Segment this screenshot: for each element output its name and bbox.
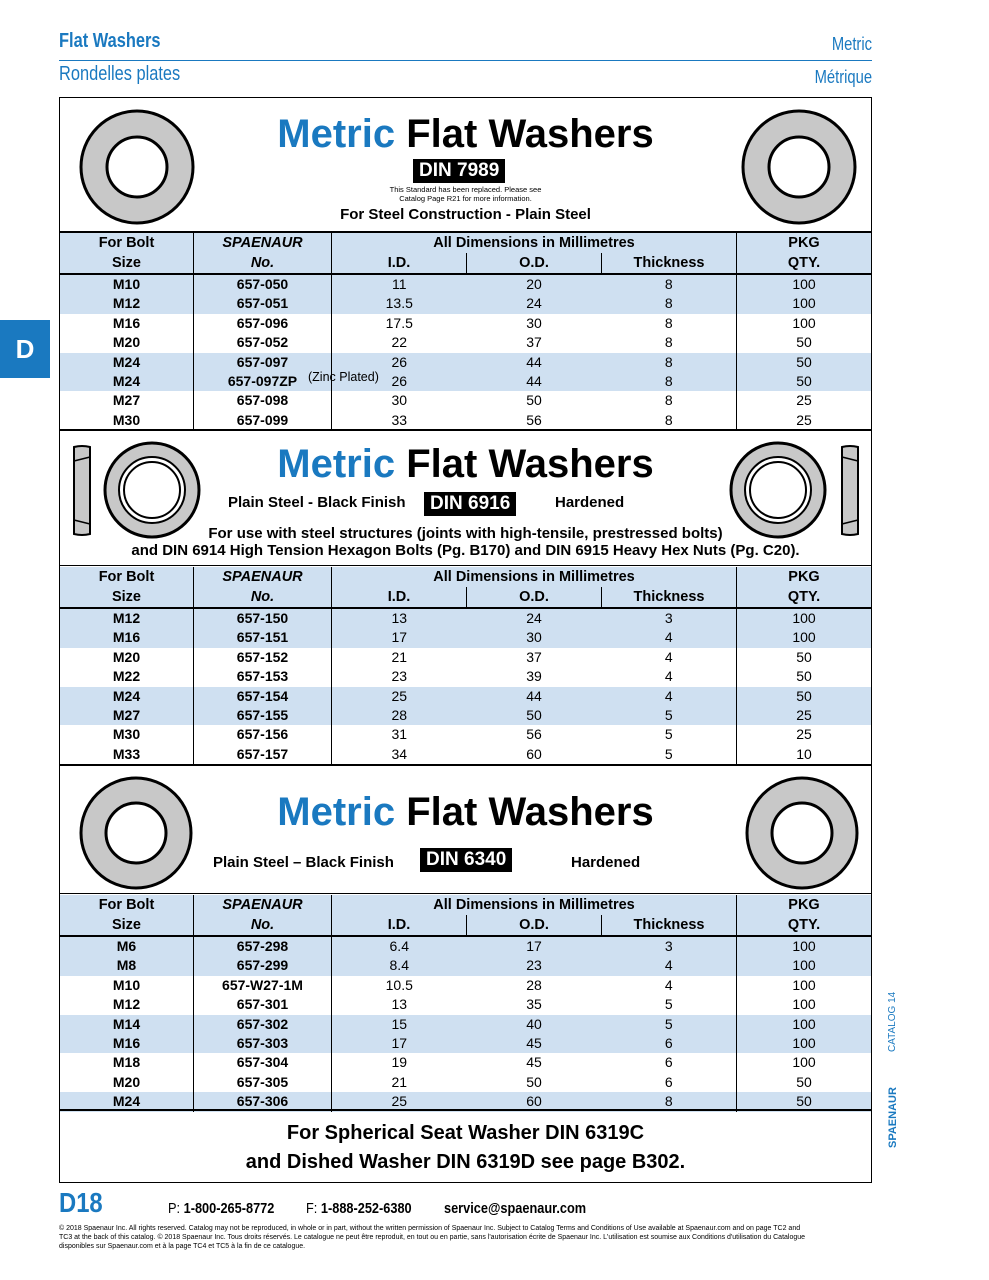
table-cell: 3 — [664, 938, 673, 954]
table-cell: 50 — [737, 687, 872, 706]
table-cell: 23 — [332, 667, 467, 686]
table-cell: M18 — [112, 1054, 141, 1071]
table-cell: 6.4 — [332, 936, 467, 956]
table-cell: 5 — [664, 1015, 673, 1032]
table-cell: 60 — [526, 1093, 542, 1110]
table-cell: 17 — [332, 628, 467, 647]
title-rest: Flat Washers — [406, 790, 654, 834]
table-cell: 50 — [737, 667, 872, 686]
table-row — [60, 411, 871, 430]
table-cell: 50 — [526, 392, 542, 409]
table-row — [60, 648, 871, 667]
col-header: Thickness — [602, 253, 737, 274]
zinc-plated-note: (Zinc Plated) — [308, 370, 379, 384]
table-cell: 8 — [664, 276, 673, 292]
table-cell: 657-157 — [194, 745, 332, 764]
spherical-washer-note — [60, 1119, 871, 1177]
replacement-note — [60, 185, 871, 203]
use-note: For use with steel structures (joints with high-tensile, prestressed bolts) — [208, 525, 723, 542]
section-tab: D — [0, 320, 50, 378]
table-row — [60, 956, 871, 975]
table-cell: 56 — [526, 726, 542, 743]
col-header: QTY. — [737, 915, 872, 936]
table-cell: 657-299 — [194, 956, 332, 975]
din-badge: DIN 7989 — [413, 159, 505, 183]
table-cell: 6 — [664, 1035, 673, 1052]
page-header-fr — [59, 63, 872, 86]
table-cell: 100 — [737, 936, 872, 956]
table-cell: M24 — [112, 687, 141, 704]
title-rest: Flat Washers — [406, 112, 654, 156]
table-cell: 100 — [737, 995, 872, 1014]
table-row — [60, 314, 871, 333]
table-cell: 26 — [332, 372, 467, 391]
col-header: For Bolt — [98, 897, 155, 913]
table-row — [60, 1073, 871, 1092]
table-cell: 26 — [332, 353, 467, 372]
note-line: and Dished Washer DIN 6319D see page B302. — [245, 1151, 686, 1173]
table-cell: 33 — [332, 411, 467, 430]
table-row — [60, 687, 871, 706]
col-header: I.D. — [332, 915, 467, 936]
table-cell: 657-152 — [194, 648, 332, 667]
table-cell: 25 — [332, 1092, 467, 1111]
title-rest: Flat Washers — [406, 442, 654, 486]
col-header: Size — [111, 589, 141, 605]
table-row — [60, 391, 871, 410]
phone — [168, 1200, 274, 1217]
table-cell: 45 — [526, 1054, 542, 1071]
table-cell: 657-154 — [194, 687, 332, 706]
email-link[interactable]: service@spaenaur.com — [444, 1200, 587, 1217]
table-cell: 8 — [664, 353, 673, 370]
divider — [60, 1109, 871, 1111]
table-cell: 3 — [664, 610, 673, 626]
divider — [60, 764, 871, 766]
table-cell: 6 — [664, 1073, 673, 1090]
table-cell: 100 — [737, 1015, 872, 1034]
table-cell: M10 — [112, 276, 141, 292]
col-header: Size — [111, 917, 141, 933]
table-cell: 50 — [737, 353, 872, 372]
table-cell: 24 — [526, 295, 542, 312]
legal-notice — [59, 1224, 872, 1251]
table-cell: 8 — [664, 334, 673, 351]
table-cell: 657-099 — [194, 411, 332, 430]
col-header: For Bolt — [98, 569, 155, 585]
table-cell: 40 — [526, 1015, 542, 1032]
table-cell: M14 — [112, 1015, 141, 1032]
table-cell: 8 — [664, 411, 673, 428]
table-cell: M30 — [112, 726, 141, 743]
table-row — [60, 353, 871, 372]
catalog-label: CATALOG 14 — [887, 991, 898, 1052]
header-right-fr: Métrique — [814, 67, 872, 87]
table-cell: 13.5 — [332, 294, 467, 313]
table-cell: 8 — [664, 392, 673, 409]
table-row — [60, 995, 871, 1014]
table-cell: 17 — [332, 1034, 467, 1053]
table-cell: M30 — [112, 411, 141, 428]
table-cell: M20 — [112, 648, 141, 665]
table-cell: M22 — [112, 668, 141, 685]
table-row — [60, 608, 871, 628]
col-header: I.D. — [332, 587, 467, 608]
note-line: This Standard has been replaced. Please see — [389, 185, 542, 194]
table-cell: 657-150 — [194, 608, 332, 628]
table-cell: 100 — [737, 976, 872, 995]
table-cell: 657-W27-1M — [194, 976, 332, 995]
col-header: For Bolt — [98, 235, 155, 251]
hardened-label: Hardened — [555, 494, 625, 511]
table-cell: 25 — [737, 391, 872, 410]
table-cell: 45 — [526, 1035, 542, 1052]
table-cell: 657-155 — [194, 706, 332, 725]
table-cell: 657-051 — [194, 294, 332, 313]
divider — [60, 429, 871, 431]
table-cell: 50 — [526, 707, 542, 724]
table-cell: 100 — [737, 314, 872, 333]
header-title-en: Flat Washers — [59, 30, 161, 52]
use-note: and DIN 6914 High Tension Hexagon Bolts (Pg. B170) and DIN 6915 Heavy Hex Nuts (Pg. C20). — [131, 542, 800, 559]
table-cell: 30 — [332, 391, 467, 410]
table-row — [60, 1053, 871, 1072]
table-cell: 8 — [664, 373, 673, 390]
col-header: Size — [111, 255, 141, 271]
table-cell: 44 — [526, 687, 542, 704]
table-row — [60, 667, 871, 686]
table-cell: 13 — [332, 995, 467, 1014]
hardened-label: Hardened — [571, 854, 641, 871]
phone-label: P: — [168, 1200, 181, 1217]
table-cell: 4 — [664, 687, 673, 704]
table-cell: 100 — [737, 628, 872, 647]
table-cell: 44 — [526, 353, 542, 370]
table-row — [60, 976, 871, 995]
page-number: D18 — [59, 1187, 103, 1218]
fax-label: F: — [306, 1200, 318, 1217]
din-badge: DIN 6916 — [424, 492, 516, 516]
table-cell: 5 — [664, 707, 673, 724]
table-cell: 35 — [526, 996, 542, 1013]
col-header: QTY. — [737, 253, 872, 274]
table-cell: 25 — [737, 411, 872, 430]
table-cell: 10 — [737, 745, 872, 764]
finish-label: Plain Steel - Black Finish — [228, 494, 406, 511]
legal-line: © 2018 Spaenaur Inc. All rights reserved. Catalog may not be reproduced, in whole or in part, without the written permission of Spaenaur Inc. Subject to Catalog Terms and Conditions of Use available at Spaenaur.com and on page TC2 and — [59, 1225, 801, 1232]
table-cell: 15 — [332, 1015, 467, 1034]
table-cell: 100 — [737, 1053, 872, 1072]
table-cell: 60 — [526, 745, 542, 762]
table-cell: 21 — [332, 648, 467, 667]
table-cell: 17.5 — [332, 314, 467, 333]
table-cell: M16 — [112, 629, 141, 646]
table-cell: 11 — [332, 274, 467, 294]
table-cell: 657-302 — [194, 1015, 332, 1034]
table-cell: M20 — [112, 334, 141, 351]
content-frame — [59, 97, 872, 1183]
col-header: No. — [194, 587, 332, 608]
table-cell: 100 — [737, 956, 872, 975]
din-badge: DIN 6340 — [420, 848, 512, 872]
table-row — [60, 628, 871, 647]
page-header — [59, 30, 872, 53]
table-cell: 25 — [737, 706, 872, 725]
fax-number: 1-888-252-6380 — [320, 1200, 412, 1217]
table-cell: M12 — [112, 996, 141, 1013]
table-cell: 657-151 — [194, 628, 332, 647]
col-header: SPAENAUR — [194, 895, 332, 915]
table-cell: 50 — [526, 1073, 542, 1090]
table-cell: 30 — [526, 629, 542, 646]
header-divider — [59, 60, 872, 61]
section-title — [60, 112, 871, 157]
section-title — [60, 790, 871, 835]
legal-line: TC3 at the back of this catalog. © 2018 Spaenaur Inc. Tous droits réservés. Le catalogue ne peut être reproduit, en tout ou en partie, sans l'autorisation écrite de Spaenaur Inc. L'utilisation est soumise aux Conditions d'utilisation du Catalogue — [59, 1234, 806, 1241]
table-cell: M24 — [112, 373, 141, 390]
col-header: Thickness — [602, 915, 737, 936]
col-header: I.D. — [332, 253, 467, 274]
table-cell: M24 — [112, 353, 141, 370]
table-cell: 100 — [737, 294, 872, 313]
col-header: SPAENAUR — [194, 233, 332, 253]
table-cell: 56 — [526, 411, 542, 428]
phone-number: 1-800-265-8772 — [183, 1200, 275, 1217]
table-cell: 657-306 — [194, 1092, 332, 1111]
note-line: Catalog Page R21 for more information. — [399, 194, 532, 203]
brand-logo: SPAENAUR — [887, 1087, 899, 1148]
table-cell: 28 — [332, 706, 467, 725]
table-cell: M10 — [112, 976, 141, 993]
table-cell: 24 — [526, 610, 542, 626]
col-header: O.D. — [467, 587, 602, 608]
table-cell: 31 — [332, 725, 467, 744]
table-cell: 657-304 — [194, 1053, 332, 1072]
washer-table — [60, 567, 871, 764]
table-row — [60, 1015, 871, 1034]
table-cell: 17 — [526, 938, 542, 954]
table-cell: 19 — [332, 1053, 467, 1072]
table-cell: 4 — [664, 629, 673, 646]
col-header: All Dimensions in Millimetres — [332, 895, 737, 915]
table-row — [60, 274, 871, 294]
table-cell: 50 — [737, 1092, 872, 1111]
col-header: PKG — [737, 567, 872, 587]
table-cell: 657-098 — [194, 391, 332, 410]
table-cell: M8 — [116, 957, 137, 974]
table-cell: M27 — [112, 392, 141, 409]
col-header: Thickness — [602, 587, 737, 608]
divider — [60, 893, 871, 894]
table-cell: 100 — [737, 274, 872, 294]
section-subtitle: For Steel Construction - Plain Steel — [340, 206, 591, 223]
fax — [306, 1200, 412, 1217]
table-cell: 22 — [332, 333, 467, 352]
table-row — [60, 936, 871, 956]
table-cell: 25 — [332, 687, 467, 706]
table-cell: 25 — [737, 725, 872, 744]
table-cell: M12 — [112, 295, 141, 312]
table-row — [60, 1034, 871, 1053]
table-cell: 100 — [737, 1034, 872, 1053]
header-right-en: Metric — [831, 34, 872, 54]
washer-table — [60, 233, 871, 430]
col-header: QTY. — [737, 587, 872, 608]
table-cell: 657-096 — [194, 314, 332, 333]
header-title-fr: Rondelles plates — [59, 63, 181, 85]
table-cell: 34 — [332, 745, 467, 764]
table-cell: 8 — [664, 295, 673, 312]
table-cell: 4 — [664, 668, 673, 685]
table-cell: 657-050 — [194, 274, 332, 294]
table-cell: 37 — [526, 334, 542, 351]
table-cell: 657-156 — [194, 725, 332, 744]
finish-label: Plain Steel – Black Finish — [213, 854, 394, 871]
table-cell: 50 — [737, 1073, 872, 1092]
table-row — [60, 294, 871, 313]
table-cell: 50 — [737, 648, 872, 667]
table-cell: 30 — [526, 314, 542, 331]
table-cell: 8 — [664, 314, 673, 331]
table-row — [60, 372, 871, 391]
table-cell: 28 — [526, 976, 542, 993]
table-cell: 50 — [737, 333, 872, 352]
table-cell: M12 — [112, 610, 141, 626]
title-accent: Metric — [277, 112, 396, 156]
legal-line: disponibles sur Spaenaur.com et à la page TC4 et TC5 à la fin de ce catalogue. — [59, 1243, 306, 1250]
table-cell: 657-298 — [194, 936, 332, 956]
table-cell: M16 — [112, 314, 141, 331]
table-cell: 6 — [664, 1054, 673, 1071]
table-cell: 5 — [664, 996, 673, 1013]
table-row — [60, 706, 871, 725]
col-header: No. — [194, 915, 332, 936]
table-cell: 8 — [664, 1093, 673, 1110]
table-cell: 10.5 — [332, 976, 467, 995]
table-cell: 21 — [332, 1073, 467, 1092]
table-cell: M27 — [112, 707, 141, 724]
table-cell: 657-052 — [194, 333, 332, 352]
table-cell: 13 — [332, 608, 467, 628]
table-cell: M20 — [112, 1073, 141, 1090]
washer-table — [60, 895, 871, 1112]
table-cell: 23 — [526, 957, 542, 974]
col-header: O.D. — [467, 253, 602, 274]
table-cell: M33 — [112, 745, 141, 762]
table-cell: 657-097 — [194, 353, 332, 372]
col-header: O.D. — [467, 915, 602, 936]
divider — [60, 565, 871, 566]
table-cell: 4 — [664, 976, 673, 993]
col-header: No. — [194, 253, 332, 274]
table-cell: 44 — [526, 373, 542, 390]
col-header: All Dimensions in Millimetres — [332, 233, 737, 253]
title-accent: Metric — [277, 790, 396, 834]
table-cell: 657-301 — [194, 995, 332, 1014]
table-cell: M16 — [112, 1035, 141, 1052]
table-row — [60, 333, 871, 352]
col-header: All Dimensions in Millimetres — [332, 567, 737, 587]
table-cell: 37 — [526, 648, 542, 665]
table-cell: M6 — [116, 938, 137, 954]
table-cell: 4 — [664, 957, 673, 974]
table-cell: 657-153 — [194, 667, 332, 686]
col-header: PKG — [737, 895, 872, 915]
table-cell: 657-097ZP — [194, 372, 332, 391]
table-cell: 20 — [526, 276, 542, 292]
table-cell: 657-303 — [194, 1034, 332, 1053]
table-cell: 5 — [664, 726, 673, 743]
title-accent: Metric — [277, 442, 396, 486]
table-cell: 4 — [664, 648, 673, 665]
table-row — [60, 725, 871, 744]
note-line: For Spherical Seat Washer DIN 6319C — [286, 1122, 645, 1144]
table-cell: 5 — [664, 745, 673, 762]
table-cell: 8.4 — [332, 956, 467, 975]
table-cell: 100 — [737, 608, 872, 628]
table-cell: 39 — [526, 668, 542, 685]
col-header: PKG — [737, 233, 872, 253]
table-cell: M24 — [112, 1093, 141, 1110]
table-cell: 50 — [737, 372, 872, 391]
table-cell: 657-305 — [194, 1073, 332, 1092]
section-title — [60, 442, 871, 487]
col-header: SPAENAUR — [194, 567, 332, 587]
table-row — [60, 745, 871, 764]
